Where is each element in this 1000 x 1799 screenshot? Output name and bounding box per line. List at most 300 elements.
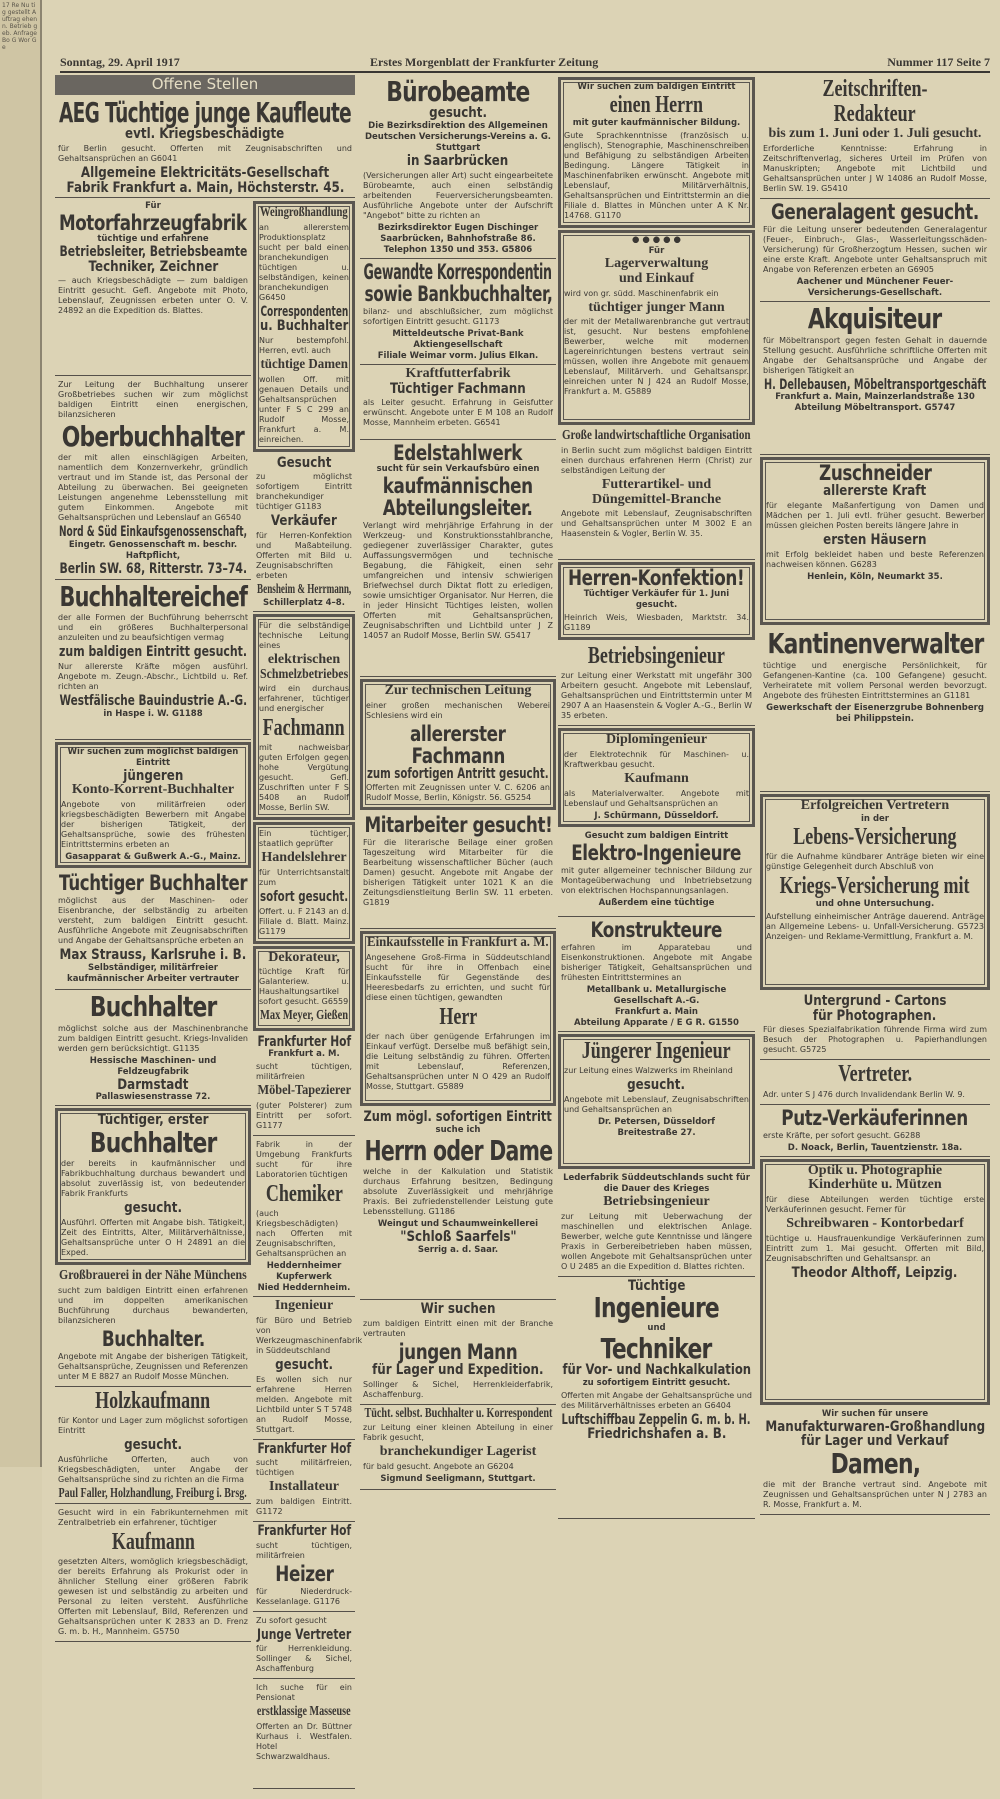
- ad-headline-line: [256, 1705, 352, 1720]
- ad-body-text: Für: [145, 201, 161, 211]
- ad-headline-line: [256, 514, 352, 529]
- ad-headline-line: [763, 1009, 987, 1024]
- ad-headline-line: [766, 533, 984, 548]
- ad-body-text: für Niederdruck-Kesselanlage. G1176: [256, 1586, 352, 1606]
- ad-body-text: D. Noack, Berlin, Tauentzienstr. 18a.: [787, 1142, 963, 1153]
- ad-body-text: Breitestraße 27.: [617, 1127, 696, 1138]
- ad-headline: Tüchtiger Fachmann: [390, 380, 526, 397]
- ad-body-text: Wir suchen zum möglichst baldigen Eintritt: [67, 746, 239, 768]
- ad-body-text: Henlein, Köln, Neumarkt 35.: [807, 571, 943, 582]
- ad-headline: Oberbuchhalter: [61, 420, 245, 453]
- ad-body-text: und: [647, 1322, 666, 1333]
- ad-headline-line: [564, 567, 749, 589]
- ad-body-text: (guter Polsterer) zum Eintritt per sofort. G1177: [256, 1101, 352, 1131]
- ad-headline: Betriebsingenieur: [603, 1193, 710, 1209]
- ad-headline-line: [763, 102, 987, 127]
- ad-body-text: Selbständiger, militärfreier kaufmännischer Arbeiter vertrauter: [67, 962, 239, 984]
- ad-headline: Frankfurter Hof: [257, 1440, 351, 1457]
- job-advertisement: [360, 440, 556, 677]
- job-advertisement: [558, 642, 755, 726]
- ad-headline-line: [564, 1039, 749, 1064]
- ad-headline-line: [256, 1628, 352, 1643]
- ad-headline-line: [564, 733, 749, 748]
- ad-headline-line: [763, 1107, 987, 1129]
- ad-headline: Betriebsingenieur: [588, 643, 725, 670]
- ad-headline: kaufmännischen: [383, 473, 533, 498]
- ad-headline-line: [58, 1389, 248, 1414]
- job-advertisement: [55, 1387, 251, 1505]
- job-advertisement: [360, 1108, 556, 1300]
- ad-headline-line: [58, 872, 248, 894]
- ad-headline: Holzkaufmann: [95, 1387, 211, 1414]
- ad-headline-line: [363, 1445, 553, 1460]
- ad-body-text: tüchtige und erfahrene: [97, 234, 209, 245]
- ad-headline-line: [58, 181, 352, 196]
- ad-headline: Vertreter.: [838, 1061, 912, 1088]
- ad-body-text: und ohne Untersuchung.: [815, 899, 935, 910]
- ad-headline-line: [259, 1009, 349, 1024]
- ad-headline: für Vor- und Nachkalkulation: [562, 1362, 751, 1378]
- ad-headline: Correspondenten: [260, 303, 348, 320]
- job-advertisement: [558, 1277, 755, 1519]
- ad-body-text: an allererstem Produktionsplatz sucht per bald einen branchekundigen tüchtigen u. selbständigen, keinen branchekundigen G6450: [259, 222, 349, 302]
- ad-body-text: Heddernheimer Kupferwerk: [266, 1261, 342, 1283]
- ad-headline: Herrn oder Dame: [364, 1134, 552, 1168]
- ad-headline-line: [256, 1524, 352, 1539]
- ad-body-text: Verlangt wird mehrjährige Erfahrung in der Werkzeug- und Konstruktionsstahlbranche, gediegener zuverlässiger Charakter, gutes Auffassungsvermögen und technische Begabung, die Fähigkeit, einen sehr umfangreichen und intensiv schwierigen Briefwechsel durch Diktat flott zu erledigen, sowie umsichtiger Organisator. Nur Herren, die in jeder Hinsicht Tüchtiges leisten, wollen Offerten mit Gehaltsansprüchen, Zeugnisabschriften und Lichtbild unter J Z 14057 an Rudolf Mosse, Berlin SW. G5417: [363, 521, 553, 640]
- ad-headline: in Saarbrücken: [407, 153, 509, 170]
- ad-headline: Kraftfutterfabrik: [405, 365, 511, 381]
- ad-headline: Konstrukteure: [590, 917, 723, 942]
- ad-headline-line: [259, 951, 349, 966]
- ad-body-text: für Büro und Betrieb von Werkzeugmaschinenfabrik in Süddeutschland: [256, 1316, 363, 1355]
- ad-headline: Großbrauerei in der Nähe Münchens: [59, 1267, 247, 1283]
- ad-body-text: in Haspe i. W. G1188: [103, 708, 203, 719]
- ad-headline-line: [366, 1005, 550, 1030]
- ad-headline-line: [58, 990, 248, 1024]
- ad-body-text: Sigmund Seeligmann, Stuttgart.: [380, 1474, 536, 1485]
- ad-headline-line: [363, 1363, 553, 1378]
- ad-headline: Dekorateur,: [268, 949, 340, 965]
- ad-body-text: Angebote mit Lebenslauf, Zeugnisabschriften und Gehaltsansprüchen an: [564, 1094, 749, 1114]
- ad-body-text: (auch Kriegsbeschädigten) nach Offerten mit Zeugnisabschriften, Gehaltsansprüchen an: [256, 1209, 352, 1259]
- job-advertisement: [760, 1159, 990, 1405]
- ad-body-text: für Herren-Konfektion und Maßabteilung. Offerten mit Bild u. Zeugnisabschriften erbeten: [256, 531, 352, 581]
- ad-body-text: Offerten an Dr. Büttner Kurhaus i. Westfalen. Hotel Schwarzwaldhaus.: [256, 1722, 352, 1762]
- ad-headline: Tüchtiger Buchhalter: [58, 871, 248, 896]
- ad-headline: Diplomingenieur: [605, 732, 708, 748]
- ad-body-text: für Möbeltransport gegen festen Gehalt in dauernde Stellung gesucht. Ausführliche schriftliche Offerten mit Angabe der Gehaltsansprüche und Angabe der bisherigen Tätigkeit an: [763, 335, 987, 375]
- ad-headline: evtl. Kriegsbeschädigte: [125, 126, 285, 143]
- ad-headline-line: [259, 890, 349, 905]
- ad-headline: Elektro-Ingenieure: [571, 840, 742, 865]
- job-advertisement: [55, 75, 355, 198]
- ad-body-text: sucht zum baldigen Eintritt einen erfahrenen und im doppelten amerikanischen Buchführung durchaus bewanderten, bilanzsicheren: [58, 1285, 248, 1325]
- ad-headline-line: [561, 493, 752, 508]
- ad-body-text: Tüchtiger Verkäufer für 1. Juni gesucht.: [583, 589, 730, 611]
- ad-body-text: Ausführliche Offerten, auch von Kriegsbeschädigten, unter Angabe der Gehaltsansprüche sind zu richten an die Firma: [58, 1454, 248, 1484]
- ad-body-text: Saarbrücken, Bahnhofstraße 86.: [380, 233, 536, 244]
- ad-body-text: Frankfurt a. M.: [268, 1049, 340, 1060]
- job-advertisement: [253, 454, 355, 612]
- ad-headline-line: [363, 442, 553, 464]
- ad-headline-line: [259, 668, 349, 683]
- ad-headline: Buchhalter: [89, 990, 217, 1024]
- ad-body-text: Gesucht wird in ein Fabrikunternehmen mit Zentralbetrieb ein erfahrener, tüchtiger: [58, 1508, 248, 1528]
- ad-body-text: zur Leitung einer Werkstatt mit ungefähr 300 Arbeitern gesucht. Angebote mit Lebenslauf, Gehaltsansprüchen und Eintrittstermin unter M 2907 A an Haasenstein & Vogler A.-G., Berlin W 35 erbeten.: [561, 671, 752, 721]
- ad-body-text: Es wollen sich nur erfahrene Herren melden. Angebote mit Lichtbild unter S T 5748 an Rudolf Mosse, Stuttgart.: [256, 1374, 352, 1434]
- header-page-number: Nummer 117 Seite 7: [887, 55, 990, 69]
- ad-headline: Buchhaltereichef: [59, 579, 247, 613]
- ad-headline: Zeitschriften-: [822, 76, 928, 102]
- ad-headline: Bürobeamte: [386, 75, 530, 108]
- ad-body-text: möglichst solche aus der Maschinenbranche zum baldigen Eintritt gesucht. Kriegs-Invaliden werden gern berücksichtigt. G1135: [58, 1023, 248, 1053]
- ad-headline-line: [363, 1134, 553, 1168]
- ad-body-text: Heinrich Weis, Wiesbaden, Marktstr. 34. G1189: [564, 613, 749, 633]
- ad-headline-line: [256, 1358, 352, 1373]
- column-1-wide: [55, 75, 355, 198]
- ad-headline-line: [259, 206, 349, 221]
- ad-headline-line: [58, 645, 248, 660]
- ad-body-text: Zu sofort gesucht: [256, 1615, 327, 1625]
- ad-headline-line: [256, 583, 352, 598]
- ad-body-text: Weingut und Schaumweinkellerei: [377, 1219, 539, 1230]
- ad-headline: Max Meyer, Gießen: [259, 1008, 349, 1024]
- ad-headline: Damen,: [830, 1447, 920, 1481]
- ad-headline: einen Herrn: [609, 92, 704, 118]
- ad-headline: Lagerverwaltung: [604, 256, 709, 272]
- ad-body-text: Offerten mit Zeugnissen unter V. C. 6206 an Rudolf Mosse, Berlin, Königstr. 56. G5254: [366, 783, 550, 803]
- ad-body-text: Telephon 1350 und 353. G5806: [383, 244, 533, 255]
- ad-headline: Kaufmann: [111, 1529, 195, 1556]
- ad-headline: Betriebsleiter, Betriebsbeamte: [59, 244, 247, 261]
- ad-headline-line: [58, 579, 248, 613]
- ad-headline: Konto-Korrent-Buchhalter: [71, 782, 235, 798]
- ad-headline-line: [58, 166, 352, 181]
- ad-body-text: Gewerkschaft der Eisenerzgrube Bohnenberg: [766, 702, 984, 713]
- ad-body-text: der mit der Metallwarenbranche gut vertraut ist, gesucht. Nur bestens empfohlene Bewerber, welche mit modernen Lagereinrichtungen bestens vertraut sein müssen, wollen ihre Angebote mit genauem Lebenslauf, Militärverh. und Gehaltsanspr. einreichen unter N J 424 an Rudolf Mosse, Frankfurt a. M. G5889: [564, 317, 749, 397]
- ad-headline-line: [363, 1341, 553, 1363]
- ad-body-text: Nur allererste Kräfte mögen ausführl. Angebote m. Zeugn.-Abschr., Lichtbild u. Ref. richten an: [58, 661, 248, 691]
- ad-headline-line: [259, 319, 349, 334]
- ad-headline: Buchhalter.: [101, 1326, 205, 1351]
- ad-body-text: für Kontor und Lager zum möglichst sofortigen Eintritt: [58, 1415, 248, 1435]
- ad-headline: Futterartikel- und: [601, 476, 712, 492]
- ad-headline-line: [58, 260, 248, 275]
- ad-headline: für Photographen.: [813, 1007, 937, 1024]
- ad-headline: Tüchtiger, erster: [97, 1112, 209, 1129]
- column-4: [558, 75, 755, 1519]
- ad-body-text: Angebote mit Angabe der bisherigen Tätigkeit, Gehaltsansprüche, Zeugnissen und Referenzen unter M E 8827 an Rudolf Mosse München.: [58, 1351, 248, 1381]
- ad-headline: Junge Vertreter: [256, 1626, 352, 1643]
- ad-body-text: der bereits in kaufmännischer und Fabrikbuchhaltung durchaus bewandert und absolut zuverlässig ist, von bedeutender Fabrik Frankfurts: [61, 1159, 245, 1199]
- ad-headline: für Lager und Verkauf: [801, 1433, 949, 1450]
- ad-body-text: die mit der Branche vertraut sind. Angebote mit Zeugnissen und Gehaltsansprüchen unter N J 2783 an R. Mosse, Frankfurt a. M.: [763, 1480, 987, 1510]
- ad-headline-line: [58, 694, 248, 709]
- ad-body-text: zur Leitung eines Walzwerks im Rheinland: [564, 1066, 733, 1076]
- ad-body-text: ● ● ● ● ●: [632, 235, 681, 246]
- ad-headline: allererster: [410, 721, 506, 746]
- ad-headline-line: [763, 627, 987, 661]
- ad-body-text: tüchtige und energische Persönlichkeit, für Gefangenen-Kantine (ca. 100 Gefangene) gesucht. Verheiratete mit vollem Personal werden bevorzugt. Angebote des frühesten Eintrittstermines an G1181: [763, 660, 987, 700]
- ad-body-text: Abteilung Apparate / E G R. G1550: [574, 1017, 739, 1028]
- ad-headline: Einkaufsstelle in Frankfurt a. M.: [367, 935, 549, 951]
- ad-body-text: Sollinger & Sichel, Herrenkleiderfabrik, Aschaffenburg.: [363, 1379, 553, 1399]
- ad-body-text: Mitteldeutsche Privat-Bank Aktiengesellschaft: [392, 328, 524, 350]
- previous-page-text: 17 Re Nu tig gestellt Auftrag ehen n. Betrieb geb. Anfrage Bo G Wor Ge: [2, 2, 38, 51]
- ad-body-text: Frankfurt a. Main, Mainzerlandstraße 130: [775, 392, 975, 403]
- ad-body-text: Metallbank u. Metallurgische Gesellschaft A.-G.: [586, 984, 727, 1006]
- ad-body-text: bei Philippstein.: [836, 713, 914, 724]
- ad-headline: Ingenieur: [274, 1298, 334, 1314]
- ad-body-text: sucht tüchtigen, militärfreien: [256, 1540, 352, 1560]
- ad-headline-line: [363, 77, 553, 106]
- job-advertisement: [558, 562, 755, 640]
- ad-headline: gesucht.: [429, 105, 487, 122]
- ad-headline-line: [259, 653, 349, 668]
- ad-headline-line: [763, 302, 987, 336]
- job-advertisement: [558, 917, 755, 1032]
- ad-headline: Möbel-Tapezierer: [257, 1083, 351, 1099]
- job-advertisement: [55, 1108, 251, 1265]
- ad-body-text: Aufstellung einheimischer Anträge dauerend. Anträge an Allgemeine Lebens- u. Unfall-Versicherung. G5723 Anzeigen- und Reklame-Vermittlung, Frankfurt a. M.: [766, 912, 984, 942]
- ad-headline: Friedrichshafen a. B.: [586, 1426, 727, 1443]
- ad-body-text: Abteilung Möbeltransport. G5747: [794, 403, 956, 414]
- ad-headline-line: [58, 245, 248, 260]
- ad-headline-line: [259, 716, 349, 741]
- job-advertisement: [760, 457, 990, 625]
- job-advertisement: [55, 376, 251, 580]
- job-advertisement: [760, 199, 990, 302]
- ad-headline-line: [561, 1291, 752, 1325]
- ad-body-text: suche ich: [435, 1125, 481, 1136]
- ad-headline: branchekundiger Lagerist: [379, 1444, 537, 1460]
- ad-headline-line: [363, 475, 553, 497]
- ad-headline: Gewandte Korrespondentin: [363, 259, 553, 284]
- job-advertisement: [253, 1522, 355, 1612]
- ad-body-text: (Versicherungen aller Art) sucht eingearbeitete Bürobeamte, auch einen selbständig arbeitenden Feuerversicherungsbeamten. Ausführliche Angebote unter der Aufschrift "Angebot" bitte zu richten an: [363, 170, 553, 220]
- ad-headline-line: [58, 1530, 248, 1555]
- ad-headline: Max Strauss, Karlsruhe i. B.: [59, 947, 247, 964]
- ad-headline-line: [58, 1487, 248, 1502]
- ad-headline-line: [58, 95, 352, 129]
- ad-headline-line: [561, 919, 752, 941]
- job-advertisement: [760, 1407, 990, 1516]
- ad-headline: Luftschiffbau Zeppelin G. m. b. H.: [561, 1411, 752, 1428]
- ad-body-text: Wir suchen zum baldigen Eintritt: [577, 82, 736, 92]
- ad-headline-line: [256, 1035, 352, 1050]
- job-advertisement: [55, 199, 251, 376]
- ad-body-text: sucht tüchtigen, militärfreien: [256, 1062, 352, 1082]
- ad-headline: Lebens-Versicherung: [793, 823, 957, 850]
- ad-body-text: Nur bestempfohl. Herren, evtl. auch: [259, 336, 349, 356]
- page-header: [60, 55, 990, 73]
- ad-body-text: mit nachweisbar guten Erfolgen gegen hohe Vergütung gesucht. Gefl. Zuschriften unter F S 5408 an Rudolf Mosse, Berlin SW.: [259, 743, 349, 813]
- ad-body-text: erfahren im Apparatebau und Eisenkonstruktionen. Angebote mit Angabe bisheriger Tätigkeit, Gehaltsansprüchen und frühesten Eintrittstermines an: [561, 942, 752, 982]
- header-date: Sonntag, 29. April 1917: [60, 55, 180, 69]
- job-advertisement: [55, 580, 251, 740]
- ad-headline: Abteilungsleiter.: [383, 495, 533, 520]
- ad-headline-line: [259, 851, 349, 866]
- ad-headline-line: [58, 422, 248, 451]
- ad-body-text: der alle Formen der Buchführung beherrscht und ein größeres Buchhalterpersonal anzuleiten und zu beaufsichtigen vermag: [58, 613, 248, 643]
- ad-body-text: der mit allen einschlägigen Arbeiten, namentlich dem Konzernverkehr, gründlich vertraut und im Stande ist, das Personal der Abteilung zu überwachen. Bei geeigneten Leistungen angenehme Lebensstellung mit gutem Einkommen. Angebote mit Gehaltsansprüchen und Lebenslauf an G6540: [58, 453, 248, 523]
- ad-headline: Tücht. selbst. Buchhalter u. Korrespondent: [364, 1405, 552, 1421]
- job-advertisement: [558, 1034, 755, 1169]
- ad-body-text: der Elektrotechnik für Maschinen- u. Kraftwerkbau gesucht.: [564, 750, 749, 770]
- ad-body-text: zum baldigen Eintritt einen mit der Branche vertrauten: [363, 1319, 553, 1339]
- ad-headline-line: [763, 994, 987, 1009]
- ad-body-text: sucht für sein Verkaufsbüro einen: [376, 463, 540, 474]
- ad-headline: Fachmann: [411, 743, 505, 768]
- column-3: [360, 75, 556, 1490]
- ad-body-text: erste Kräfte, per sofort gesucht. G6288: [763, 1130, 921, 1140]
- ad-body-text: möglichst aus der Maschinen- oder Eisenbranche, der selbständig zu arbeiten versteht, zum baldigen Eintritt gesucht. Ausführliche Angebote mit Zeugnisabschriften und Angabe der Gehaltsansprüche erbeten an: [58, 896, 248, 946]
- ad-headline: H. Dellebausen, Möbeltransportgeschäft: [763, 376, 987, 393]
- ad-headline: Frankfurter Hof: [257, 1033, 351, 1050]
- ad-body-text: zu sofortigem Eintritt gesucht.: [582, 1377, 731, 1388]
- ad-headline-line: [561, 1195, 752, 1210]
- ad-headline-line: [766, 874, 984, 899]
- ad-headline: u. Buchhalter: [259, 318, 349, 335]
- ad-body-text: Nied Heddernheim.: [257, 1283, 351, 1294]
- ad-headline: erstklassige Masseuse: [257, 1704, 351, 1720]
- ad-headline: Redakteur: [833, 101, 916, 128]
- ad-headline: Fabrik Frankfurt a. Main, Höchsterstr. 45.: [66, 179, 344, 196]
- section-banner: Offene Stellen: [55, 75, 355, 95]
- ad-body-text: Angebote mit Lebenslauf, Zeugnisabschriften und Gehaltsansprüchen unter M 3002 E an Haasenstein & Vogler, Berlin W. 35.: [561, 509, 752, 539]
- ad-headline: allererste Kraft: [823, 483, 927, 500]
- ad-headline-line: [363, 497, 553, 519]
- ad-headline: Kantinenverwalter: [766, 627, 984, 661]
- ad-headline: Zuschneider: [818, 461, 932, 486]
- ad-body-text: Erforderliche Kenntnisse: Erfahrung in Zeitschriftenverlag, sicheres Urteil im Prüfen von Manuskripten; Angebote mit Lichtbild und Gehaltsansprüchen unter J W 14086 an Rudolf Mosse, Berlin SW. 19. G5410: [763, 144, 987, 194]
- ad-headline-line: [58, 525, 248, 540]
- job-advertisement: [360, 931, 556, 1106]
- ad-headline-line: [766, 484, 984, 499]
- job-advertisement: [558, 230, 755, 425]
- ad-body-text: Für dieses Spezialfabrikation führende Firma wird zum Besuch der Photographen u. Papierhandlungen gesucht. G5725: [763, 1025, 987, 1055]
- ad-body-text: Ich suche für ein Pensionat: [256, 1683, 352, 1703]
- job-advertisement: [360, 259, 556, 365]
- ad-body-text: Eingetr. Genossenschaft m. beschr. Haftpflicht,: [68, 540, 238, 562]
- ad-body-text: welche in der Kalkulation und Statistik durchaus Erfahrung besitzen, Bedingung absolute Zuverlässigkeit und mehrjährige Praxis. Bei zufriedenstellender Leistung gute Lebensstellung. G1186: [363, 1167, 553, 1217]
- ad-headline: Paul Faller, Holzhandlung, Freiburg i. Brsg.: [58, 1485, 248, 1501]
- ad-headline: gesucht.: [627, 1077, 686, 1094]
- ad-headline: Jüngerer Ingenieur: [582, 1037, 731, 1064]
- ad-headline: Techniker: [601, 1331, 712, 1365]
- job-advertisement: [360, 812, 556, 929]
- ad-body-text: einer großen mechanischen Weberei Schlesiens wird ein: [366, 700, 550, 720]
- ad-headline: Motorfahrzeugfabrik: [59, 211, 247, 235]
- ad-headline-line: [363, 382, 553, 397]
- ad-headline-line: [363, 1110, 553, 1125]
- ad-headline-line: [763, 77, 987, 102]
- ad-headline-line: [256, 1084, 352, 1099]
- ad-body-text: zu möglichst sofortigem Eintritt branchekundiger tüchtiger G1183: [256, 472, 352, 512]
- job-advertisement: [760, 627, 990, 792]
- ad-headline: Handelslehrer: [261, 850, 347, 866]
- job-advertisement: [360, 365, 556, 440]
- job-advertisement: [253, 1612, 355, 1680]
- ad-headline: Schmelzbetriebes: [259, 666, 349, 682]
- ad-headline-line: [561, 1331, 752, 1365]
- ad-headline-line: [366, 723, 550, 745]
- ad-body-text: Bezirksdirektor Eugen Dischinger: [377, 222, 539, 233]
- ad-headline-line: [363, 814, 553, 836]
- ad-headline-line: [363, 106, 553, 121]
- ad-headline: Herren-Konfektion!: [568, 566, 745, 591]
- ad-headline-line: [561, 1363, 752, 1378]
- ad-body-text: Für die Leitung unserer bedeutenden Generalagentur (Feuer-, Einbruch-, Glas-, Wasserleitungsschäden-Versicherung) für Großherzogtum Hessen, suchen wir eine erste Kraft. Angebote unter Gehaltsanspruch mit Angabe von Referenzen erbeten an G6905: [763, 225, 987, 275]
- header-paper-title: Erstes Morgenblatt der Frankfurter Zeitung: [370, 55, 599, 69]
- ad-body-text: Für die literarische Beilage einer großen Tageszeitung wird Mitarbeiter für die Bearbeitung wissenschaftlicher Bücher (auch Damen) gesucht. Angebote mit Angabe der bisherigen Tätigkeit unter 1021 K an die Zeitungsdienstleitung Berlin SW. 11 erbeten. G1819: [363, 838, 553, 908]
- ad-headline: gesucht.: [124, 1200, 182, 1217]
- job-advertisement: [760, 302, 990, 455]
- job-advertisement: [253, 946, 355, 1031]
- ad-headline: jüngeren: [122, 767, 184, 784]
- ad-headline-line: [363, 1302, 553, 1317]
- ad-headline: Frankfurter Hof: [257, 1523, 351, 1540]
- job-advertisement: [55, 742, 251, 868]
- ad-body-text: zum baldigen Eintritt. G1172: [256, 1497, 352, 1517]
- ad-body-text: wird ein durchaus erfahrener, tüchtiger und energischer: [259, 684, 349, 714]
- ad-body-text: der nach über genügende Erfahrungen im Einkauf verfügt. Derselbe muß befähigt sein, die Leitung selbständig zu führen. Offerten mit Lebenslauf, Referenzen, Gehaltsansprüchen unter N O 429 an Rudolf Mosse, Stuttgart. G5889: [366, 1032, 550, 1092]
- ad-headline-line: [363, 367, 553, 382]
- ad-body-text: Gute Sprachkenntnisse (französisch u. englisch), Stenographie, Maschinenschreiben und Befähigung zu selbständigen Arbeiten Bedingung. Längere Tätigkeit in Maschinenfabriken erwünscht. Angebote mit Lebenslauf, Militärverhältnis, Gehaltsansprüchen und Eintrittstermin an die Filiale d. Blattes in München unter A K Nr. 14768. G1170: [564, 131, 749, 221]
- ad-body-text: — auch Kriegsbeschädigte — zum baldigen Eintritt gesucht. Gefl. Angebote mit Photo, Lebenslauf, Zeugnissen erbeten unter O. V. 24892 an die Expedition ds. Blattes.: [58, 276, 248, 316]
- job-advertisement: [558, 829, 755, 917]
- ad-body-text: in der: [861, 813, 889, 824]
- ad-headline: Putz-Verkäuferinnen: [781, 1105, 969, 1130]
- ad-body-text: mit Erfolg bekleidet haben und beste Referenzen nachweisen können. G6283: [766, 549, 984, 569]
- ad-headline: Theodor Althoff, Leipzig.: [792, 1264, 958, 1281]
- job-advertisement: [760, 75, 990, 199]
- column-1: [55, 199, 251, 1642]
- ad-body-text: Angebote von militärfreien oder kriegsbeschädigten Bewerbern mit Angabe der bisherigen Tätigkeit, der Gehaltsansprüche, sowie des frühesten Eintrittstermins erbeten an: [61, 800, 245, 850]
- ad-headline-line: [61, 1125, 245, 1159]
- ad-body-text: Dr. Petersen, Düsseldorf: [597, 1116, 716, 1127]
- ad-headline-line: [766, 1217, 984, 1232]
- ad-body-text: Serrig a. d. Saar.: [417, 1245, 499, 1256]
- ad-headline-line: [766, 1266, 984, 1281]
- job-advertisement: [55, 870, 251, 990]
- ad-headline-line: [763, 378, 987, 393]
- ad-headline: Gesucht: [276, 454, 332, 471]
- ad-body-text: Lederfabrik Süddeutschlands sucht für die Dauer des Krieges: [563, 1172, 750, 1194]
- ad-body-text: Hessische Maschinen- und Feldzeugfabrik: [89, 1055, 217, 1077]
- ad-headline-line: [58, 1438, 248, 1453]
- job-advertisement: [253, 822, 355, 943]
- ad-headline-line: [58, 562, 248, 577]
- ad-headline: Bensheim & Herrmann,: [256, 582, 352, 598]
- ad-body-text: gesetzten Alters, womöglich kriegsbeschädigt, der bereits Erfahrung als Prokurist oder in ähnlicher Stellung einer größeren Fabrik gewesen ist und selbständig zu arbeiten und Personal zu leiten versteht. Ausführliche Offerten mit Lebenslauf, Bild, Referenzen und Gehaltsansprüchen unter K 2833 an D. Frenz G. m. b. H., Mannheim. G5750: [58, 1557, 248, 1637]
- ad-body-text: mit guter allgemeiner technischer Bildung zur Montageüberwachung und Inbetriebsetzung von elektrischen Hochspannungsanlagen.: [561, 865, 752, 895]
- ad-headline-line: [58, 948, 248, 963]
- ad-body-text: wird von gr. südd. Maschinenfabrik ein: [564, 288, 719, 298]
- job-advertisement: [360, 1405, 556, 1490]
- ad-body-text: für elegante Maßanfertigung von Damen und Mädchen per 1. Juli evtl. früher gesucht. Bewerber müssen gleichen Posten bereits längere Jahre in: [766, 500, 984, 530]
- ad-body-text: Ausführl. Offerten mit Angabe bish. Tätigkeit, Zeit des Eintritts, Alter, Militärverhältnisse, Gehaltsansprüche unter O H 24891 an die Exped.: [61, 1217, 245, 1257]
- ad-headline-line: [763, 1062, 987, 1087]
- ad-headline: Große landwirtschaftliche Organisation: [562, 428, 751, 444]
- ad-headline: Wir suchen: [420, 1301, 496, 1318]
- ad-headline: gesucht.: [124, 1436, 182, 1453]
- ad-headline: Zur technischen Leitung: [384, 682, 532, 698]
- ad-headline-line: [564, 93, 749, 118]
- job-advertisement: [558, 728, 755, 826]
- ad-headline-line: [766, 462, 984, 484]
